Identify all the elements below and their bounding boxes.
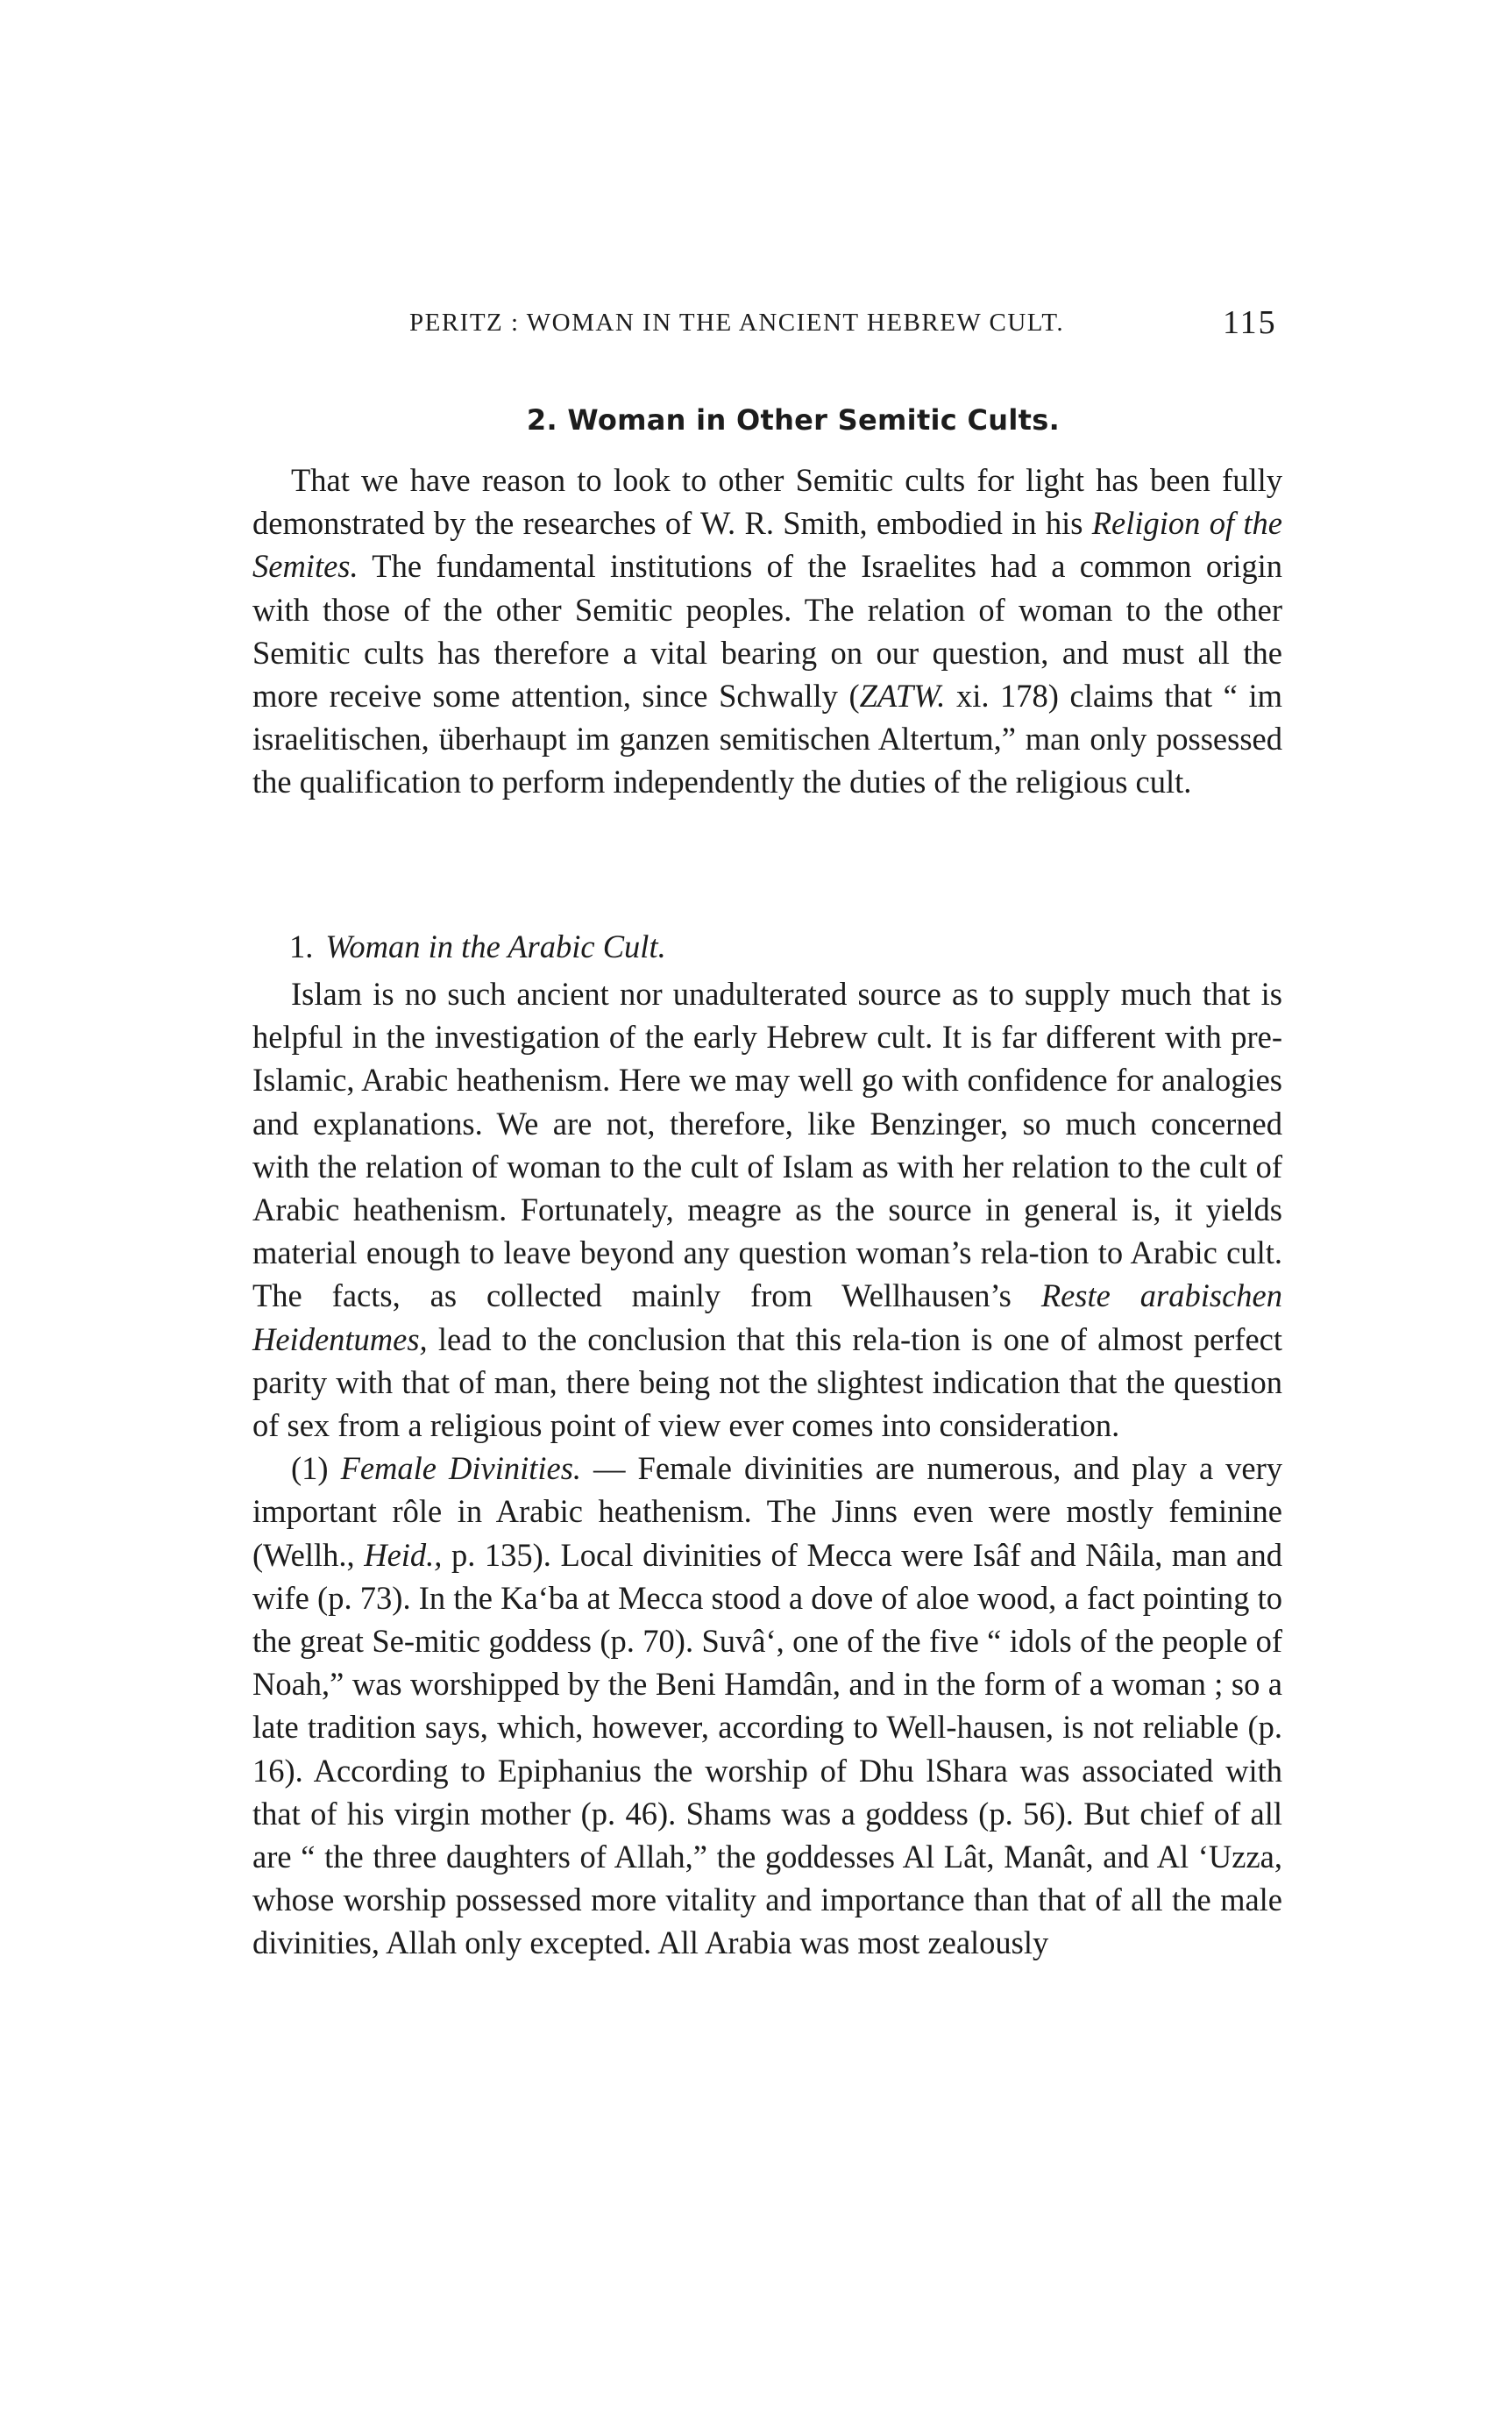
intro-journal: ZATW. <box>859 678 946 715</box>
divinities-text-1: — Female divinities are numerous, and play a very important rôle in Arabic heathenism. The Jinns even were mostly feminine (Wellh., <box>252 1450 1282 1573</box>
intro-paragraph <box>252 459 1282 804</box>
subsection-title: Woman in the Arabic Cult. <box>325 928 666 964</box>
intro-text-2: The fundamental institutions of the Israelites had a common origin with those of the other Semitic peoples. The relation of woman to the other Semitic cults has therefore a vital bearing on our question, and must all the more receive some attention, since Schwally ( <box>252 548 1282 715</box>
arabic-paragraph <box>252 972 1282 1447</box>
divinities-text-2: p. 135). Local divinities of Mecca were Isâf and Nâila, man and wife (p. 73). In the Ka‘ba at Mecca stood a dove of aloe wood, a fact pointing to the great Se-mitic goddess (p. 70). Suvâ‘, one of the five “ idols of the people of Noah,” was worshipped by the Beni Hamdân, and in the form of a woman ; so a late tradition says, which, however, according to Well-hausen, is not reliable (p. 16). According to Epiphanius the worship of Dhu lShara was associated with that of his virgin mother (p. 46). Shams was a goddess (p. 56). But chief of all are “ the three daughters of Allah,” the goddesses Al Lât, Manât, and Al ‘Uzza, whose worship possessed more vitality and importance than that of all the male divinities, Allah only excepted. All Arabia was most zealously <box>252 1536 1282 1961</box>
divinities-number: (1) <box>291 1450 329 1487</box>
page-number: 115 <box>1223 304 1277 341</box>
subsection-heading <box>289 928 666 965</box>
arabic-cult-block <box>252 972 1282 1965</box>
intro-text-1: That we have reason to look to other Semitic cults for light has been fully demonstrated by the researches of W. R. Smith, embodied in his <box>252 462 1282 542</box>
arabic-text-1: Islam is no such ancient nor unadulterated source as to supply much that is helpful in the investigation of the early Hebrew cult. It is far different with pre-Islamic, Arabic heathenism. Here we may well go with confidence for analogies and explanations. We are not, therefore, like Benzinger, so much concerned with the relation of woman to the cult of Islam as with her relation to the cult of Arabic heathenism. Fortunately, meagre as the source in general is, it yields material enough to leave beyond any question woman’s rela-tion to Arabic cult. The facts, as collected mainly from Wellhausen’s <box>252 976 1282 1314</box>
intro-book-title: Religion of the Semites. <box>252 505 1282 585</box>
divinities-paragraph <box>252 1447 1282 1964</box>
subsection-number: 1. <box>289 928 314 964</box>
section-heading <box>0 403 1512 437</box>
divinities-heid: Heid., <box>364 1536 443 1573</box>
running-head: PERITZ : WOMAN IN THE ANCIENT HEBREW CULT. <box>409 309 1065 337</box>
divinities-label: Female Divinities. <box>340 1450 582 1487</box>
section-heading-text: 2. Woman in Other Semitic Cults. <box>526 403 1061 437</box>
arabic-book-title: Reste arabischen Heidentumes, <box>252 1277 1282 1357</box>
intro-text-3: xi. 178) claims that “ im israelitischen, überhaupt im ganzen semitischen Altertum,” man only possessed the qualification to perform independently the duties of the religious cult. <box>252 678 1282 800</box>
arabic-text-2: lead to the conclusion that this rela-tion is one of almost perfect parity with that of man, there being not the slightest indication that the question of sex from a religious point of view ever comes into consideration. <box>252 1320 1282 1444</box>
intro-paragraph-block <box>252 459 1282 804</box>
